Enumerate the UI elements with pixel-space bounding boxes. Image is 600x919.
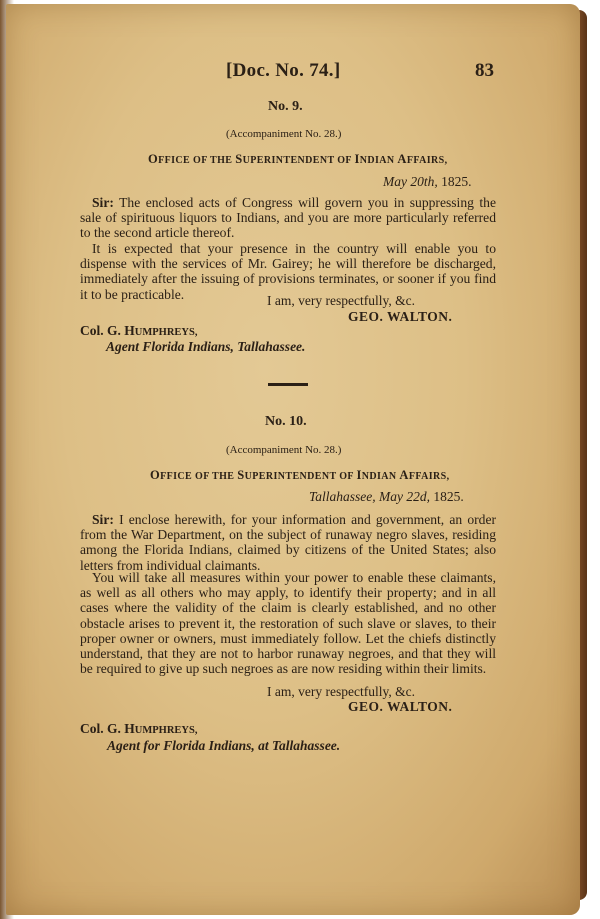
closing-line: I am, very respectfully, &c. bbox=[267, 684, 415, 699]
letter-number: No. 9. bbox=[268, 99, 303, 114]
letter-paragraph: It is expected that your presence in the country will enable you to dispense with the services of Mr. Gairey; he will therefore be discharged, immediately after the issuing of provisions terminates, or sooner if you find it to be practicable. bbox=[80, 241, 496, 302]
letter-date: Tallahassee, May 22d, 1825. bbox=[309, 489, 464, 504]
office-heading: OFFICE OF THE SUPERINTENDENT OF INDIAN AFFAIRS, bbox=[148, 152, 448, 166]
letter-paragraph: Sir: The enclosed acts of Congress will govern you in suppressing the sale of spirituous liquors to Indians, and you are more particularly referred to the second article thereof. bbox=[80, 195, 496, 241]
closing-line: I am, very respectfully, &c. bbox=[267, 293, 415, 308]
signature: GEO. WALTON. bbox=[348, 699, 453, 714]
office-heading: OFFICE OF THE SUPERINTENDENT OF INDIAN AFFAIRS, bbox=[150, 468, 450, 482]
addressee-title: Agent for Florida Indians, at Tallahassee. bbox=[107, 738, 341, 753]
letter-date: May 20th, 1825. bbox=[383, 174, 472, 189]
accompaniment-note: (Accompaniment No. 28.) bbox=[226, 444, 342, 456]
signature: GEO. WALTON. bbox=[348, 309, 453, 324]
doc-number-header: [Doc. No. 74.] bbox=[226, 60, 341, 81]
page-number: 83 bbox=[475, 60, 494, 81]
letter-paragraph: You will take all measures within your power to enable these claimants, as well as all others who may apply, to identify their property; and in all cases where the validity of the claim is clearly established, and no other obstacle arises to prevent it, the restoration of such slave or slaves, to their proper owner or owners, must immediately follow. Let the chiefs distinctly understand, that they are not to harbor runaway negroes, and that they will be required to give up such negroes as are now residing within their limits. bbox=[80, 570, 496, 677]
addressee: Col. G. HUMPHREYS, bbox=[80, 721, 198, 736]
document-page bbox=[6, 4, 580, 915]
letter-paragraph: Sir: I enclose herewith, for your information and government, an order from the War Department, on the subject of runaway negro slaves, residing among the Florida Indians, claimed by citizens of the United States; also letters from individual claimants. bbox=[80, 512, 496, 573]
addressee-title: Agent Florida Indians, Tallahassee. bbox=[106, 339, 306, 354]
letter-number: No. 10. bbox=[265, 414, 307, 429]
addressee: Col. G. HUMPHREYS, bbox=[80, 323, 198, 338]
section-divider bbox=[268, 383, 308, 386]
accompaniment-note: (Accompaniment No. 28.) bbox=[226, 128, 342, 140]
